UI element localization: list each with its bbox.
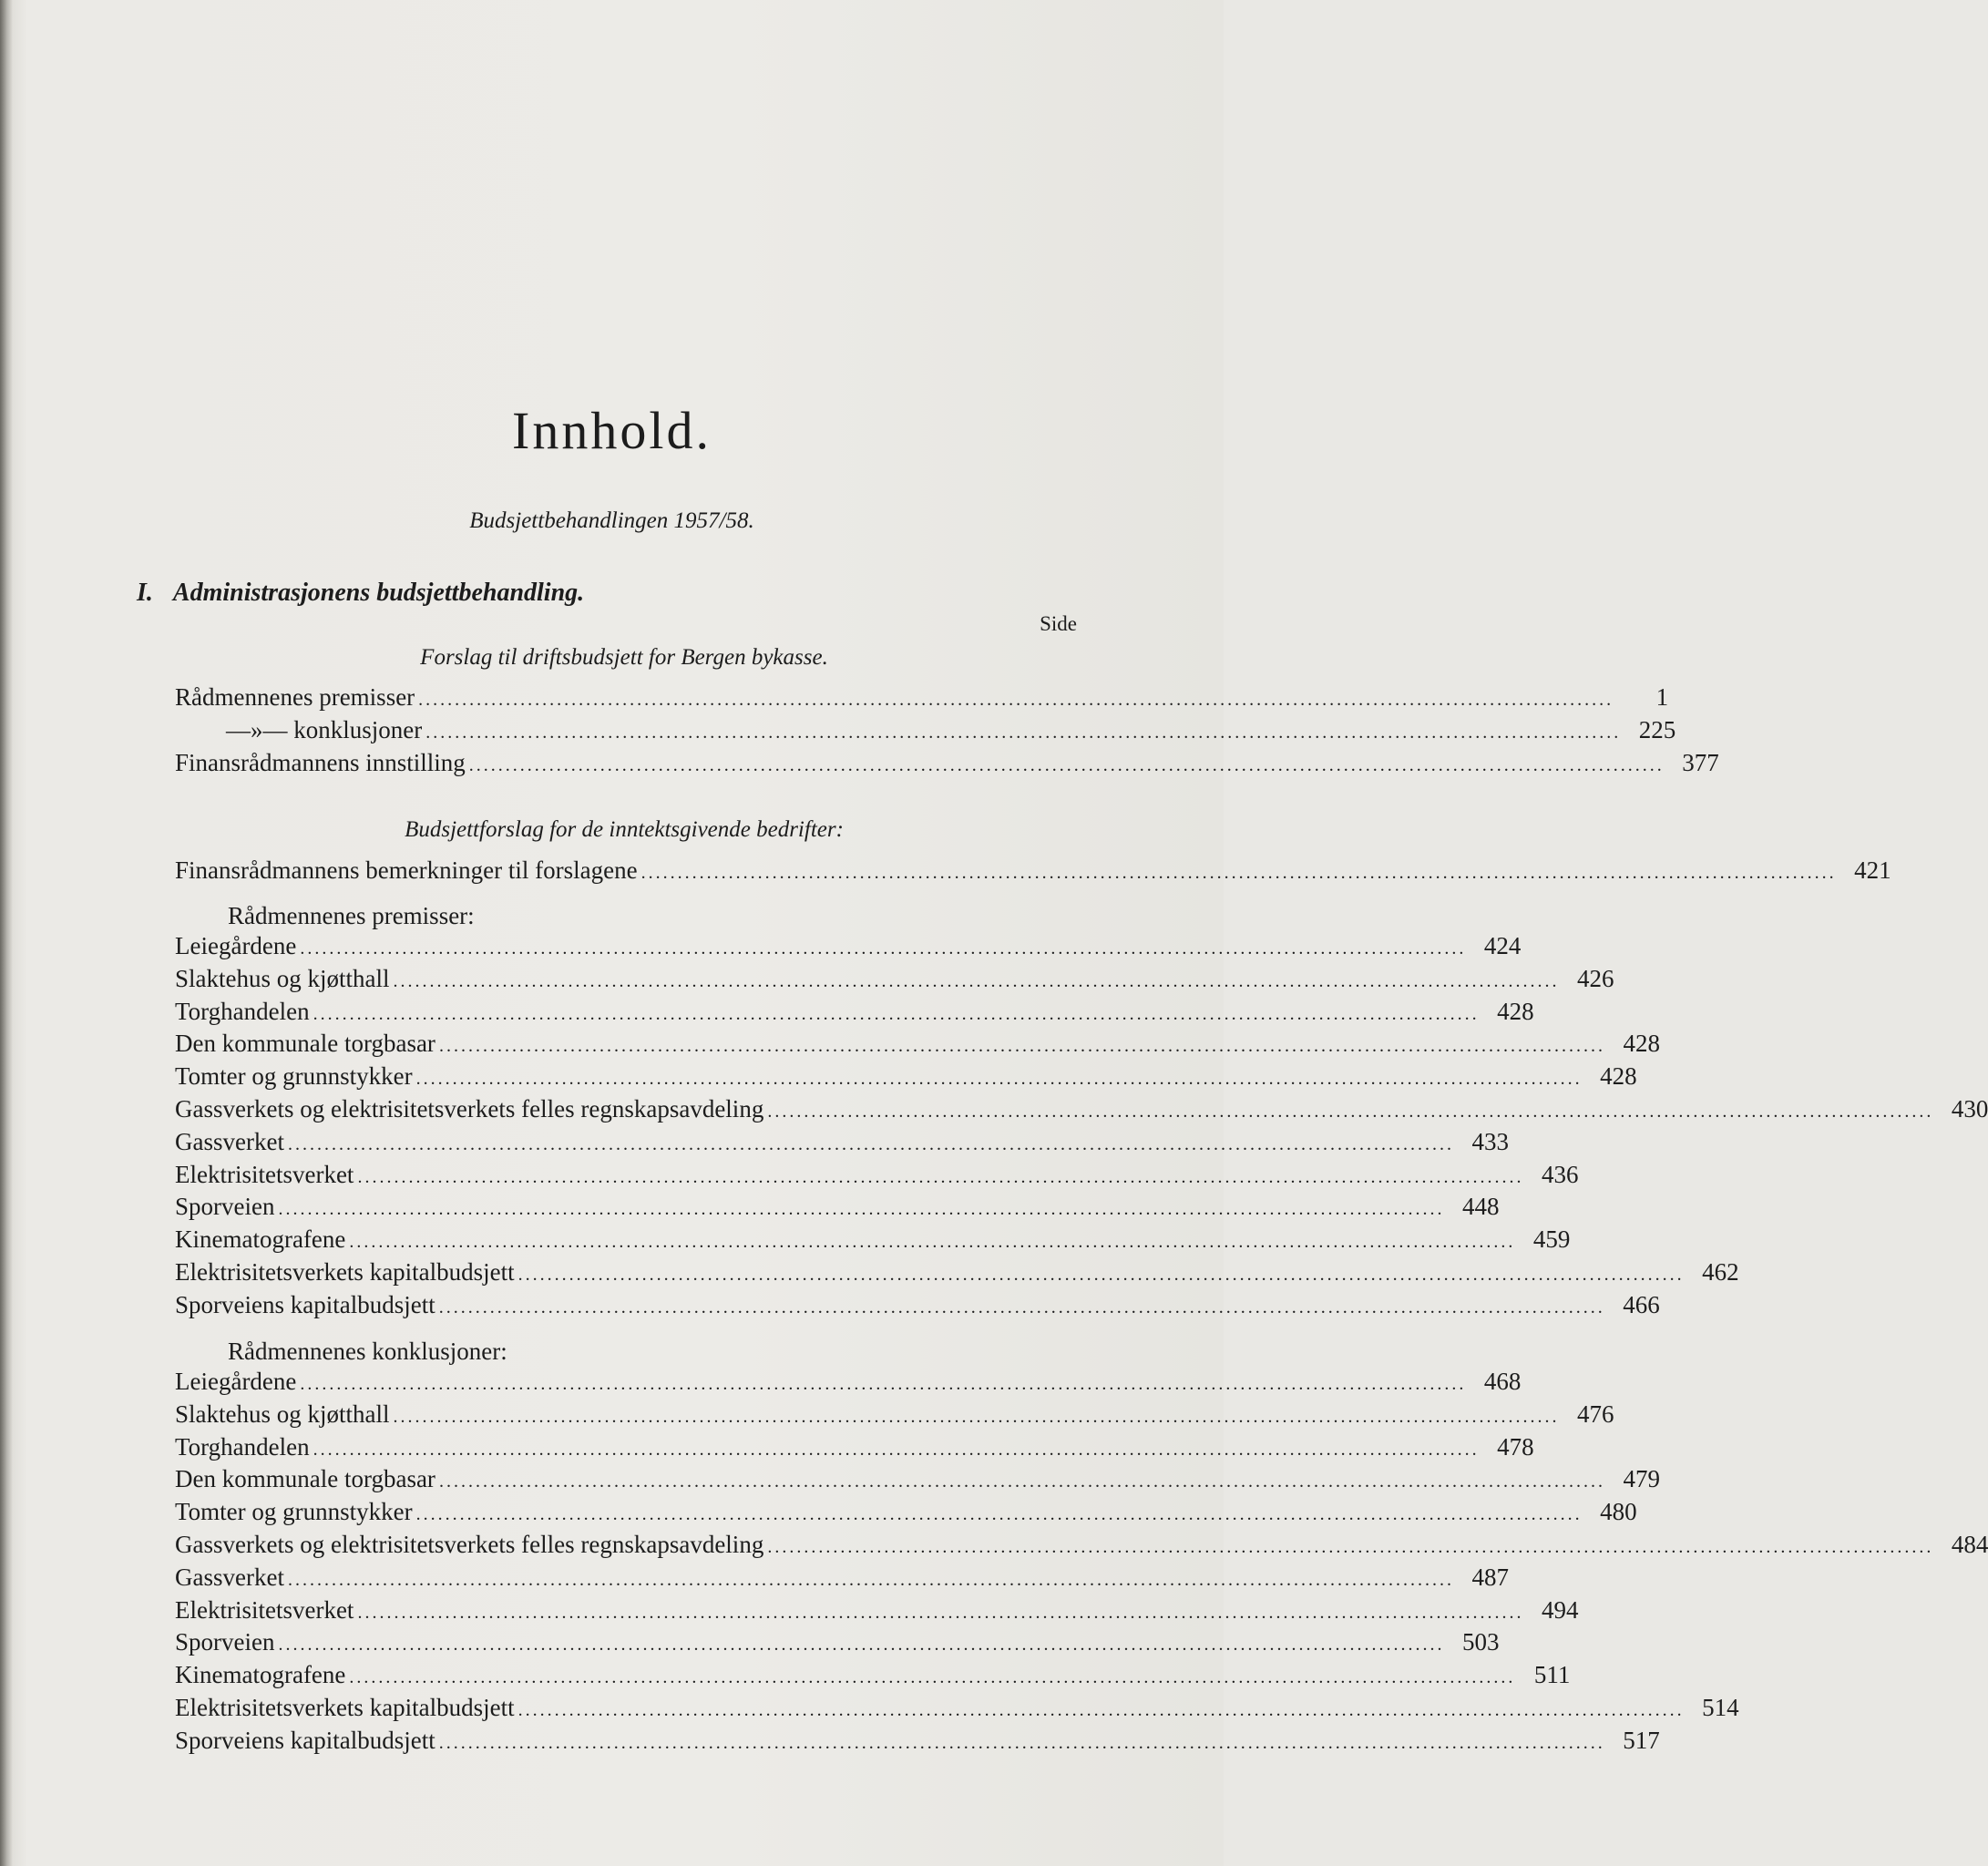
- toc-row: [175, 1594, 1579, 1625]
- toc-label: Torghandelen: [175, 997, 310, 1025]
- toc-row: [175, 1399, 1614, 1430]
- toc-page-number: 421: [1854, 856, 1891, 884]
- dot-leader: ................................................................................................................................................................: [415, 1069, 1583, 1090]
- dot-leader: ................................................................................................................................................................: [349, 1667, 1516, 1688]
- section-number: I.: [137, 579, 153, 607]
- subheading-premisser: Rådmennenes premisser:: [228, 902, 475, 929]
- toc-row: [175, 996, 1534, 1027]
- toc-row: [175, 1626, 1500, 1657]
- toc-row: [175, 1659, 1571, 1690]
- dot-leader: ................................................................................................................................................................: [357, 1166, 1524, 1187]
- dot-leader: ................................................................................................................................................................: [393, 1406, 1560, 1427]
- toc-label: Gassverket: [175, 1563, 284, 1591]
- toc-page-number: 436: [1541, 1160, 1579, 1188]
- toc-label: Gassverkets og elektrisitetsverkets felles regnskapsavdeling: [175, 1531, 764, 1558]
- toc-label: Finansrådmannens innstilling: [175, 749, 466, 776]
- dot-leader: ................................................................................................................................................................: [313, 1439, 1480, 1460]
- toc-label: Kinematografene: [175, 1225, 346, 1254]
- toc-page-number: 428: [1497, 997, 1534, 1025]
- dot-leader: ................................................................................................................................................................: [357, 1602, 1524, 1623]
- toc-row: [175, 1431, 1534, 1462]
- toc-page-number: 503: [1461, 1628, 1500, 1656]
- toc-row: [175, 1725, 1660, 1756]
- toc-page-number: 476: [1577, 1400, 1614, 1428]
- toc-row: [175, 1496, 1637, 1527]
- dot-leader: ................................................................................................................................................................: [438, 1471, 1605, 1492]
- toc-label: Den kommunale torgbasar: [175, 1465, 436, 1493]
- toc-label: Elektrisitetsverkets kapitalbudsjett: [175, 1258, 515, 1286]
- toc-label: Tomter og grunnstykker: [175, 1498, 413, 1526]
- toc-label: Slaktehus og kjøtthall: [175, 1400, 390, 1428]
- toc-label: Sporveiens kapitalbudsjett: [175, 1726, 436, 1754]
- toc-row: [175, 682, 1669, 713]
- dot-leader: ................................................................................................................................................................: [393, 970, 1560, 991]
- toc-page-number: 514: [1702, 1694, 1739, 1721]
- toc-label: Den kommunale torgbasar: [175, 1030, 436, 1058]
- toc-label: Finansrådmannens bemerkninger til forslagene: [175, 856, 638, 884]
- toc-label: Sporveien: [175, 1628, 275, 1656]
- toc-row: [175, 855, 1891, 886]
- dot-leader: ................................................................................................................................................................: [287, 1569, 1454, 1590]
- toc-label: Sporveiens kapitalbudsjett: [175, 1290, 436, 1318]
- toc-row: [175, 1191, 1500, 1222]
- toc-row: [175, 1366, 1522, 1397]
- toc-page-number: 480: [1600, 1498, 1637, 1526]
- toc-page-number: 377: [1682, 749, 1719, 776]
- toc-label: Tomter og grunnstykker: [175, 1062, 413, 1091]
- toc-label: Rådmennenes premisser: [175, 683, 415, 711]
- dot-leader: ................................................................................................................................................................: [349, 1232, 1516, 1253]
- dot-leader: ....................................................................................................................................................................: [418, 690, 1614, 710]
- heading-driftsbudsjett: Forslag til driftsbudsjett for Bergen bykasse.: [420, 645, 828, 670]
- page-title: Innhold.: [512, 401, 712, 460]
- dot-leader: ................................................................................................................................................................: [415, 1504, 1583, 1525]
- dot-leader: ................................................................................................................................................................: [517, 1265, 1685, 1285]
- heading-inntektsgivende: Budsjettforslag for de inntektsgivende bedrifter:: [405, 817, 844, 842]
- toc-row: [175, 747, 1719, 778]
- toc-row: [175, 1224, 1571, 1255]
- toc-page-number: 517: [1623, 1726, 1660, 1754]
- toc-page-number: 225: [1638, 716, 1676, 743]
- dot-leader: ....................................................................................................................................................................: [425, 723, 1622, 743]
- toc-page-number: 426: [1577, 964, 1614, 992]
- toc-row: [175, 1289, 1660, 1320]
- dot-leader: ................................................................................................................................................................: [767, 1537, 1934, 1557]
- dot-leader: ................................................................................................................................................................: [300, 1374, 1467, 1394]
- toc-label: Gassverkets og elektrisitetsverkets felles regnskapsavdeling: [175, 1095, 764, 1123]
- toc-row: [175, 1692, 1739, 1723]
- toc-label: Slaktehus og kjøtthall: [175, 964, 390, 992]
- section-heading: [137, 577, 584, 610]
- toc-page-number: 511: [1533, 1661, 1571, 1689]
- dot-leader: ................................................................................................................................................................: [313, 1003, 1480, 1024]
- toc-row: [175, 1126, 1509, 1157]
- toc-row: [175, 930, 1522, 961]
- side-column-label: Side: [1040, 612, 1077, 635]
- subheading-konklusjoner: Rådmennenes konklusjoner:: [228, 1338, 507, 1365]
- toc-label: Sporveien: [175, 1193, 275, 1221]
- toc-page-number: 484: [1951, 1531, 1988, 1558]
- toc-page-number: 448: [1461, 1193, 1500, 1221]
- dot-leader: ................................................................................................................................................................: [438, 1732, 1605, 1753]
- toc-label: Elektrisitetsverket: [175, 1160, 354, 1188]
- toc-label: —»— konklusjoner: [226, 716, 423, 743]
- dot-leader: ................................................................................................................................................................: [767, 1102, 1934, 1122]
- toc-row: [175, 1061, 1637, 1092]
- toc-row: [175, 714, 1676, 745]
- dot-leader: ................................................................................................................................................................: [300, 938, 1467, 959]
- toc-page-number: 1: [1655, 683, 1669, 711]
- toc-page-number: 494: [1541, 1595, 1579, 1624]
- dot-leader: ....................................................................................................................................................................: [640, 863, 1837, 883]
- subtitle: Budsjettbehandlingen 1957/58.: [469, 508, 754, 533]
- toc-label: Leiegårdene: [175, 932, 297, 959]
- dot-leader: ................................................................................................................................................................: [438, 1036, 1605, 1057]
- toc-page-number: 430: [1951, 1095, 1988, 1123]
- toc-page-number: 487: [1471, 1563, 1509, 1591]
- toc-page-number: 479: [1623, 1465, 1660, 1493]
- dot-leader: ................................................................................................................................................................: [278, 1199, 1445, 1220]
- toc-label: Elektrisitetsverket: [175, 1595, 354, 1624]
- toc-row: [175, 1159, 1579, 1190]
- toc-page-number: 433: [1471, 1127, 1509, 1155]
- toc-row: [175, 1256, 1739, 1287]
- toc-row: [175, 1463, 1660, 1494]
- toc-page-number: 424: [1483, 932, 1522, 959]
- toc-label: Leiegårdene: [175, 1368, 297, 1395]
- toc-page-number: 459: [1532, 1225, 1571, 1254]
- toc-page-number: 478: [1497, 1432, 1534, 1461]
- toc-label: Torghandelen: [175, 1432, 310, 1461]
- dot-leader: ................................................................................................................................................................: [438, 1297, 1605, 1317]
- toc-row: [175, 1093, 1988, 1124]
- toc-label: Elektrisitetsverkets kapitalbudsjett: [175, 1694, 515, 1721]
- toc-page-number: 466: [1623, 1290, 1660, 1318]
- toc-label: Kinematografene: [175, 1661, 346, 1689]
- book-spine-shadow: [0, 0, 13, 1866]
- toc-page-number: 468: [1483, 1368, 1522, 1395]
- toc-row: [175, 963, 1614, 994]
- toc-row: [175, 1562, 1509, 1593]
- section-title: Administrasjonens budsjettbehandling.: [172, 579, 585, 607]
- toc-page-number: 462: [1702, 1258, 1739, 1286]
- toc-label: Gassverket: [175, 1127, 284, 1155]
- dot-leader: ................................................................................................................................................................: [287, 1133, 1454, 1154]
- toc-page-number: 428: [1600, 1062, 1637, 1091]
- toc-row: [175, 1028, 1660, 1059]
- toc-page-number: 428: [1623, 1030, 1660, 1058]
- dot-leader: ....................................................................................................................................................................: [468, 755, 1665, 775]
- toc-row: [175, 1529, 1988, 1560]
- dot-leader: ................................................................................................................................................................: [517, 1700, 1685, 1720]
- dot-leader: ................................................................................................................................................................: [278, 1635, 1445, 1656]
